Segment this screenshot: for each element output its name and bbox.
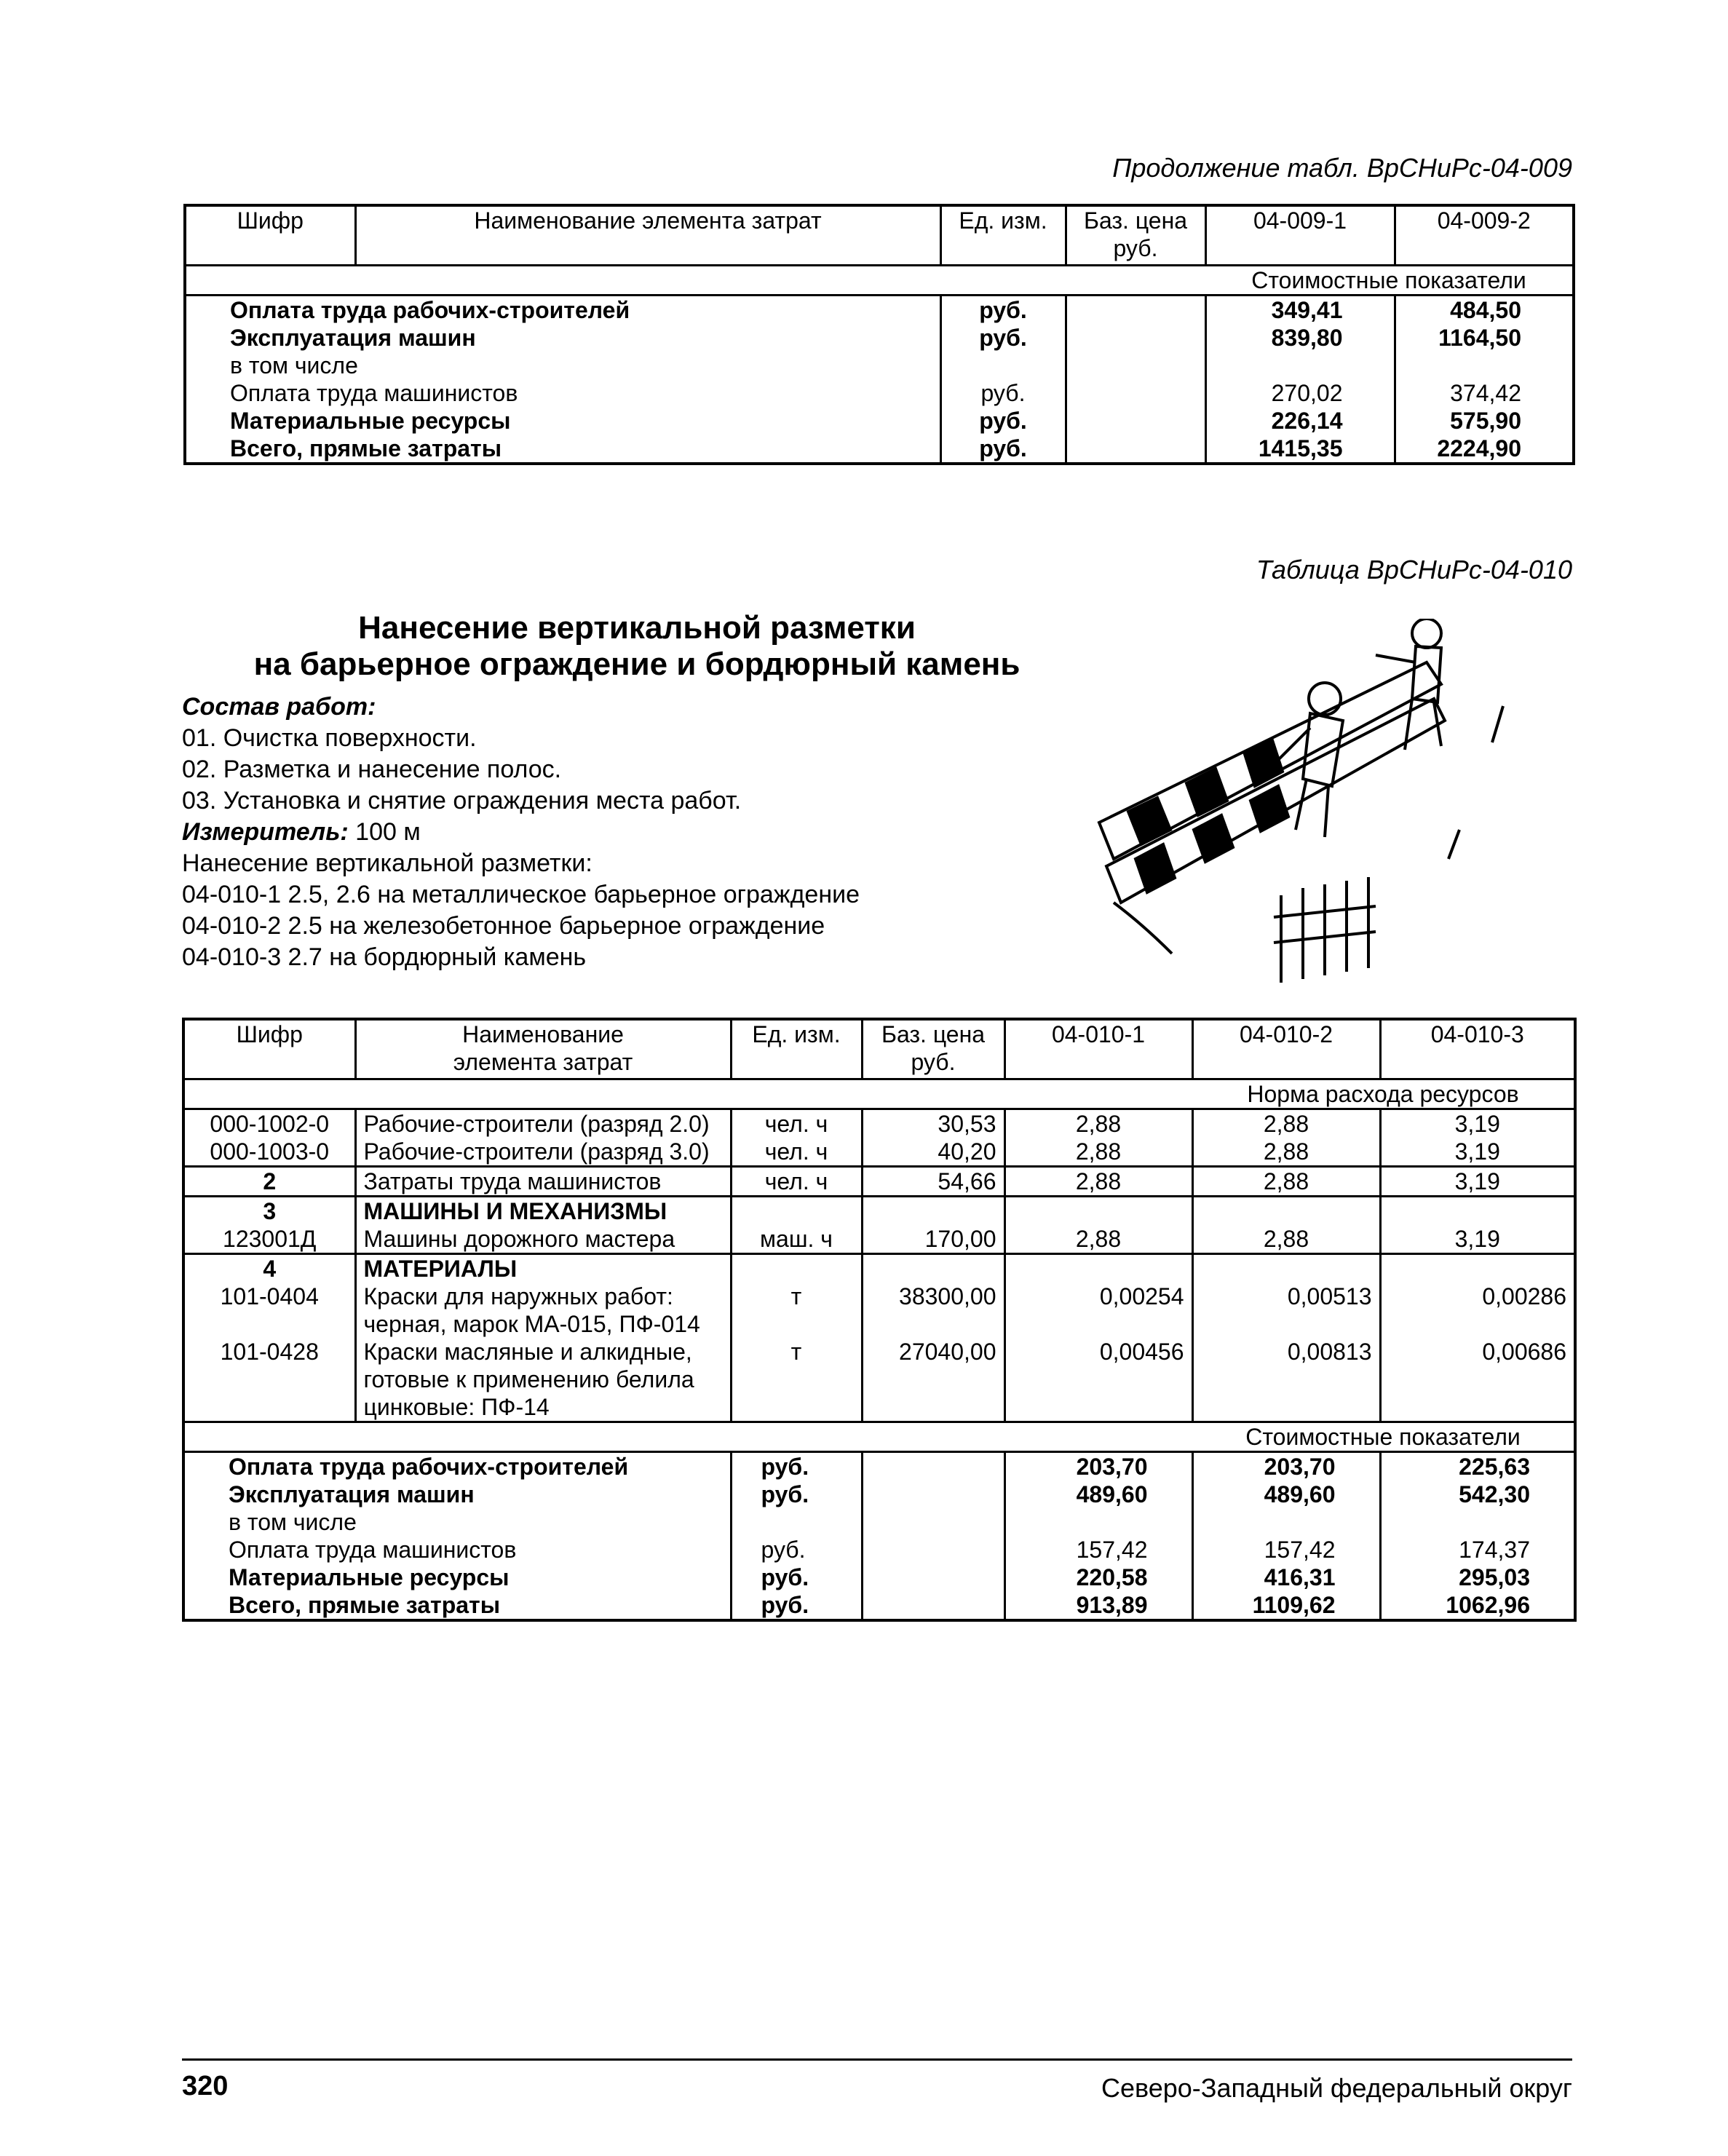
row-value: 0,00456 bbox=[1004, 1338, 1192, 1422]
row-value: 542,30 bbox=[1459, 1481, 1530, 1507]
row-value: 484,50 bbox=[1450, 296, 1521, 323]
row-value: 2,88 bbox=[1192, 1166, 1380, 1196]
marking-intro: Нанесение вертикальной разметки: bbox=[182, 849, 592, 877]
row-name: в том числе bbox=[185, 352, 940, 379]
header-price-line: руб. bbox=[911, 1049, 956, 1075]
row-value: 0,00686 bbox=[1380, 1338, 1575, 1422]
table-row bbox=[185, 435, 1574, 464]
row-name bbox=[355, 1283, 731, 1338]
table-row bbox=[185, 379, 1574, 407]
table-row bbox=[183, 1225, 1575, 1254]
row-value: 2,88 bbox=[1004, 1109, 1192, 1138]
row-unit: маш. ч bbox=[731, 1225, 862, 1254]
row-price: 30,53 bbox=[862, 1109, 1004, 1138]
work-item: 03. Установка и снятие ограждения места работ. bbox=[182, 787, 742, 815]
marking-item: 04-010-1 2.5, 2.6 на металлическое барьерное ограждение bbox=[182, 881, 860, 908]
row-value: 575,90 bbox=[1450, 407, 1521, 434]
header-code: Шифр bbox=[185, 205, 355, 265]
footer-divider bbox=[182, 2058, 1572, 2061]
row-name-line: Краски масляные и алкидные, bbox=[363, 1338, 692, 1365]
row-name: Рабочие-строители (разряд 2.0) bbox=[355, 1109, 731, 1138]
row-value: 2,88 bbox=[1004, 1166, 1192, 1196]
work-item: 01. Очистка поверхности. bbox=[182, 724, 477, 752]
header-name bbox=[355, 1019, 731, 1079]
row-value: 0,00254 bbox=[1004, 1283, 1192, 1338]
row-value bbox=[1395, 352, 1574, 379]
row-price bbox=[1066, 324, 1205, 352]
row-value: 226,14 bbox=[1205, 407, 1395, 435]
table-row bbox=[183, 1109, 1575, 1138]
title-line-1: Нанесение вертикальной разметки bbox=[358, 610, 916, 646]
row-price bbox=[862, 1481, 1004, 1508]
row-unit: чел. ч bbox=[731, 1138, 862, 1167]
row-code: 123001Д bbox=[183, 1225, 355, 1254]
row-price bbox=[862, 1536, 1004, 1564]
row-price: 27040,00 bbox=[862, 1338, 1004, 1422]
row-unit: руб. bbox=[731, 1536, 862, 1564]
row-price bbox=[862, 1564, 1004, 1591]
row-value: 2,88 bbox=[1004, 1138, 1192, 1167]
table-row bbox=[183, 1536, 1575, 1564]
continuation-caption: Продолжение табл. ВрСНиРс-04-009 bbox=[1112, 153, 1572, 183]
group-heading: МАТЕРИАЛЫ bbox=[355, 1253, 731, 1283]
row-unit: т bbox=[731, 1283, 862, 1338]
row-unit: чел. ч bbox=[731, 1109, 862, 1138]
header-col1: 04-009-1 bbox=[1205, 205, 1395, 265]
row-name: Оплата труда машинистов bbox=[185, 379, 940, 407]
row-name: Оплата труда рабочих-строителей bbox=[183, 1451, 731, 1481]
row-price bbox=[1066, 379, 1205, 407]
row-value: 3,19 bbox=[1454, 1110, 1500, 1137]
row-price bbox=[1066, 295, 1205, 324]
row-unit: руб. bbox=[940, 435, 1066, 464]
row-unit: чел. ч bbox=[731, 1166, 862, 1196]
row-value: 174,37 bbox=[1459, 1536, 1530, 1563]
row-value bbox=[1004, 1508, 1192, 1536]
row-value: 1415,35 bbox=[1205, 435, 1395, 464]
table-row bbox=[183, 1591, 1575, 1620]
row-value: 2,88 bbox=[1192, 1109, 1380, 1138]
header-unit: Ед. изм. bbox=[731, 1019, 862, 1079]
table-row bbox=[183, 1166, 1575, 1196]
table-row bbox=[185, 324, 1574, 352]
table-row bbox=[183, 1508, 1575, 1536]
row-name: Материальные ресурсы bbox=[185, 407, 940, 435]
row-value: 1062,96 bbox=[1446, 1591, 1530, 1618]
row-price bbox=[862, 1451, 1004, 1481]
barrier-painting-illustration bbox=[1085, 619, 1514, 997]
row-value: 1109,62 bbox=[1192, 1591, 1380, 1620]
row-value: 203,70 bbox=[1192, 1451, 1380, 1481]
row-price: 170,00 bbox=[862, 1225, 1004, 1254]
row-name-line: черная, марок МА-015, ПФ-014 bbox=[363, 1310, 700, 1337]
row-value: 489,60 bbox=[1192, 1481, 1380, 1508]
row-value: 3,19 bbox=[1380, 1166, 1575, 1196]
section-norm-label: Норма расхода ресурсов bbox=[1192, 1079, 1575, 1109]
row-value: 374,42 bbox=[1450, 379, 1521, 406]
row-unit: руб. bbox=[731, 1564, 862, 1591]
fence-posts bbox=[1274, 706, 1503, 983]
table-row bbox=[183, 1481, 1575, 1508]
row-value: 489,60 bbox=[1004, 1481, 1192, 1508]
row-unit: руб. bbox=[940, 407, 1066, 435]
row-name: Рабочие-строители (разряд 3.0) bbox=[355, 1138, 731, 1167]
row-name: Эксплуатация машин bbox=[183, 1481, 731, 1508]
row-value: 2224,90 bbox=[1437, 435, 1521, 461]
black-stripes bbox=[1128, 740, 1288, 892]
row-price: 40,20 bbox=[862, 1138, 1004, 1167]
row-price bbox=[1066, 435, 1205, 464]
marking-item: 04-010-3 2.7 на бордюрный камень bbox=[182, 943, 587, 971]
row-value bbox=[1205, 352, 1395, 379]
table-row bbox=[183, 1338, 1575, 1422]
row-value: 270,02 bbox=[1205, 379, 1395, 407]
row-value: 2,88 bbox=[1004, 1225, 1192, 1254]
table-row bbox=[183, 1451, 1575, 1481]
table-row bbox=[183, 1564, 1575, 1591]
header-col2: 04-010-2 bbox=[1192, 1019, 1380, 1079]
row-price bbox=[1066, 352, 1205, 379]
section-title bbox=[182, 610, 1092, 683]
row-unit: т bbox=[731, 1338, 862, 1422]
row-unit bbox=[731, 1508, 862, 1536]
row-unit: руб. bbox=[731, 1591, 862, 1620]
table-row bbox=[183, 1196, 1575, 1225]
title-line-2: на барьерное ограждение и бордюрный камень bbox=[253, 646, 1020, 682]
meter-line bbox=[182, 817, 1128, 848]
row-price bbox=[862, 1508, 1004, 1536]
table-04-010 bbox=[182, 1018, 1577, 1622]
row-value: 0,00513 bbox=[1192, 1283, 1380, 1338]
row-value: 2,88 bbox=[1192, 1138, 1380, 1167]
header-code: Шифр bbox=[183, 1019, 355, 1079]
work-item: 02. Разметка и нанесение полос. bbox=[182, 756, 562, 783]
row-name: Оплата труда машинистов bbox=[183, 1536, 731, 1564]
row-name bbox=[355, 1338, 731, 1422]
marking-item: 04-010-2 2.5 на железобетонное барьерное ограждение bbox=[182, 912, 825, 940]
row-code: 101-0428 bbox=[183, 1338, 355, 1422]
row-name-line: цинковые: ПФ-14 bbox=[363, 1393, 550, 1420]
row-name: в том числе bbox=[183, 1508, 731, 1536]
row-value: 839,80 bbox=[1205, 324, 1395, 352]
row-value: 220,58 bbox=[1004, 1564, 1192, 1591]
row-value: 913,89 bbox=[1004, 1591, 1192, 1620]
row-code: 3 bbox=[183, 1196, 355, 1225]
meter-label: Измеритель: bbox=[182, 818, 349, 846]
work-label: Состав работ: bbox=[182, 693, 376, 721]
row-code: 101-0404 bbox=[183, 1283, 355, 1338]
table-caption: Таблица ВрСНиРс-04-010 bbox=[1256, 555, 1572, 584]
row-value: 416,31 bbox=[1192, 1564, 1380, 1591]
header-col2: 04-009-2 bbox=[1395, 205, 1574, 265]
row-unit: руб. bbox=[731, 1451, 862, 1481]
row-name: Затраты труда машинистов bbox=[355, 1166, 731, 1196]
header-name-line: элемента затрат bbox=[453, 1049, 633, 1075]
row-code: 2 bbox=[183, 1166, 355, 1196]
row-name: Всего, прямые затраты bbox=[183, 1591, 731, 1620]
header-unit: Ед. изм. bbox=[940, 205, 1066, 265]
header-price bbox=[862, 1019, 1004, 1079]
row-value: 349,41 bbox=[1205, 295, 1395, 324]
row-value: 157,42 bbox=[1192, 1536, 1380, 1564]
row-code: 000-1003-0 bbox=[183, 1138, 355, 1167]
row-code: 000-1002-0 bbox=[183, 1109, 355, 1138]
row-value: 157,42 bbox=[1004, 1536, 1192, 1564]
row-price: 38300,00 bbox=[862, 1283, 1004, 1338]
row-name: Всего, прямые затраты bbox=[185, 435, 940, 464]
section-cost-label: Стоимостные показатели bbox=[1205, 265, 1574, 295]
table-row bbox=[183, 1283, 1575, 1338]
row-name: Материальные ресурсы bbox=[183, 1564, 731, 1591]
row-unit: руб. bbox=[940, 379, 1066, 407]
row-value: 225,63 bbox=[1459, 1453, 1530, 1480]
row-unit: руб. bbox=[731, 1481, 862, 1508]
header-col3: 04-010-3 bbox=[1380, 1019, 1575, 1079]
row-unit: руб. bbox=[940, 324, 1066, 352]
row-value: 2,88 bbox=[1192, 1225, 1380, 1254]
table-row bbox=[183, 1253, 1575, 1283]
header-price: Баз. цена руб. bbox=[1066, 205, 1205, 265]
row-value: 3,19 bbox=[1380, 1225, 1575, 1254]
row-value: 0,00286 bbox=[1482, 1283, 1566, 1309]
row-unit: руб. bbox=[940, 295, 1066, 324]
header-col1: 04-010-1 bbox=[1004, 1019, 1192, 1079]
row-name-line: готовые к применению белила bbox=[363, 1366, 694, 1392]
table-04-009 bbox=[183, 204, 1575, 465]
row-value: 295,03 bbox=[1459, 1564, 1530, 1590]
row-unit bbox=[940, 352, 1066, 379]
row-name-line: Краски для наружных работ: bbox=[363, 1283, 673, 1309]
row-name: Оплата труда рабочих-строителей bbox=[185, 295, 940, 324]
footer-region: Северо-Западный федеральный округ bbox=[1101, 2073, 1572, 2103]
row-name: Машины дорожного мастера bbox=[355, 1225, 731, 1254]
meter-value: 100 м bbox=[348, 818, 421, 846]
table-row bbox=[185, 352, 1574, 379]
group-heading: МАШИНЫ И МЕХАНИЗМЫ bbox=[355, 1196, 731, 1225]
page-number: 320 bbox=[182, 2071, 229, 2101]
worker-figure-2 bbox=[1376, 619, 1441, 750]
row-value: 3,19 bbox=[1380, 1138, 1575, 1167]
row-value bbox=[1192, 1508, 1380, 1536]
table-row bbox=[185, 295, 1574, 324]
row-price bbox=[1066, 407, 1205, 435]
table-row bbox=[185, 407, 1574, 435]
row-price: 54,66 bbox=[862, 1166, 1004, 1196]
row-price bbox=[862, 1591, 1004, 1620]
header-name-line: Наименование bbox=[462, 1021, 624, 1047]
row-value bbox=[1380, 1508, 1575, 1536]
row-value: 1164,50 bbox=[1438, 324, 1521, 351]
row-name: Эксплуатация машин bbox=[185, 324, 940, 352]
row-value: 0,00813 bbox=[1192, 1338, 1380, 1422]
section-cost-label: Стоимостные показатели bbox=[1192, 1422, 1575, 1451]
header-name: Наименование элемента затрат bbox=[355, 205, 940, 265]
row-code: 4 bbox=[183, 1253, 355, 1283]
table-row bbox=[183, 1138, 1575, 1167]
row-value: 203,70 bbox=[1004, 1451, 1192, 1481]
work-description bbox=[182, 691, 1128, 973]
header-price-line: Баз. цена bbox=[881, 1021, 986, 1047]
